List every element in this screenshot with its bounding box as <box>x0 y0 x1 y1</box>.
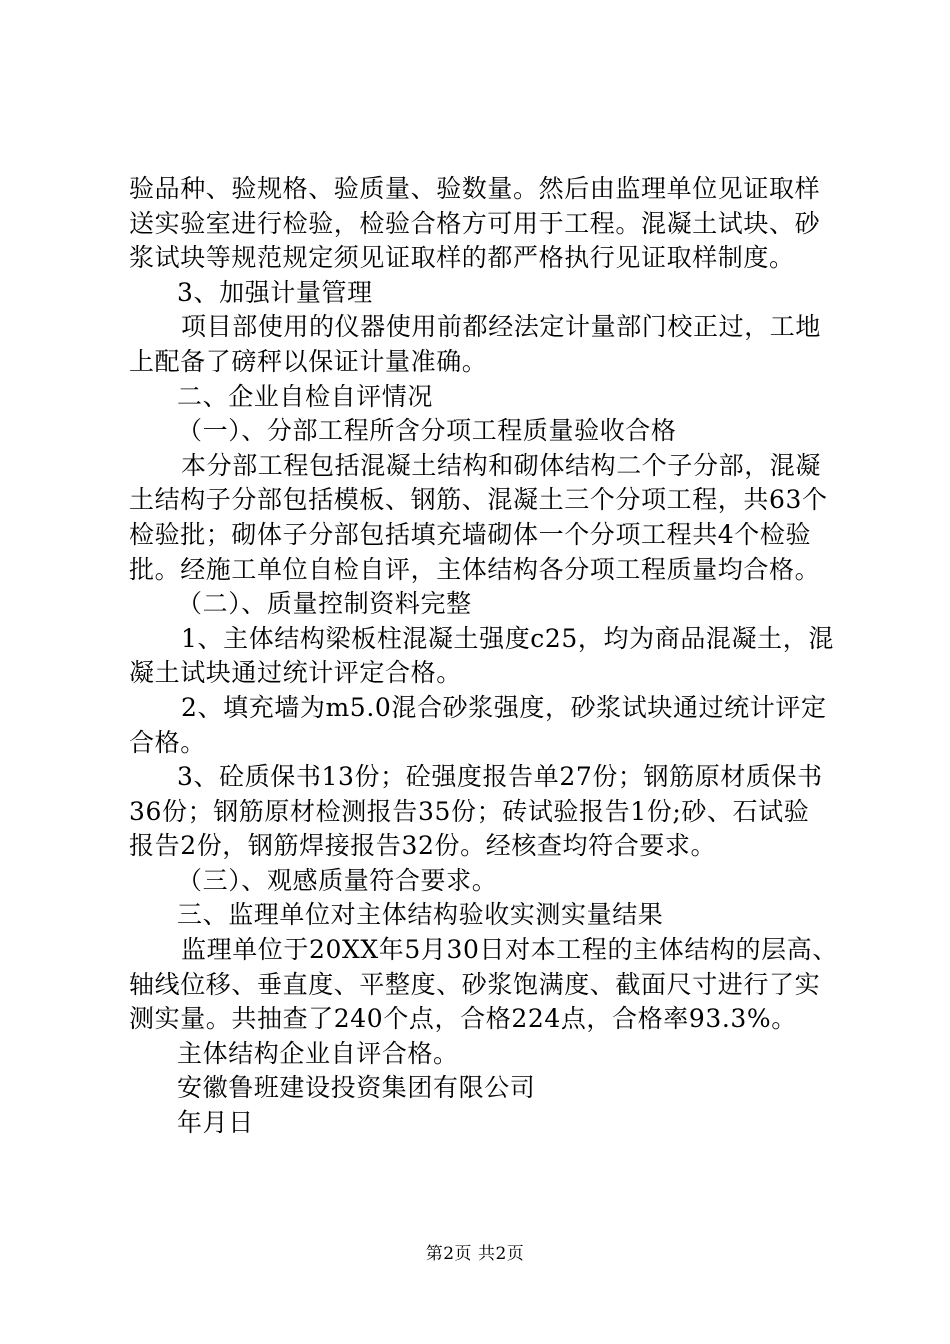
subsection-heading: （一）、分部工程所含分项工程质量验收合格 <box>177 416 677 446</box>
paragraph-line: 送实验室进行检验，检验合格方可用于工程。混凝土试块、砂 <box>129 208 821 238</box>
paragraph-line: 验品种、验规格、验质量、验数量。然后由监理单位见证取样 <box>129 174 821 203</box>
paragraph-line: 1、主体结构梁板柱混凝土强度c25，均为商品混凝土，混 <box>181 623 834 653</box>
paragraph-line: 本分部工程包括混凝土结构和砌体结构二个子分部，混凝 <box>181 450 822 480</box>
paragraph-line: 土结构子分部包括模板、钢筋、混凝土三个分项工程，共63个 <box>129 485 828 515</box>
subsection-heading: （三）、观感质量符合要求。 <box>177 865 498 895</box>
paragraph-line: 浆试块等规范规定须见证取样的都严格执行见证取样制度。 <box>129 243 795 273</box>
paragraph-line: 项目部使用的仪器使用前都经法定计量部门校正过，工地 <box>181 312 822 342</box>
company-name: 安徽鲁班建设投资集团有限公司 <box>177 1073 536 1103</box>
paragraph-line: 2、填充墙为m5.0混合砂浆强度，砂浆试块通过统计评定 <box>181 692 827 722</box>
paragraph-line: 测实量。共抽查了240个点，合格224点，合格率93.3%。 <box>129 1004 797 1034</box>
section-heading: 3、加强计量管理 <box>177 277 373 307</box>
page-footer: 第2页 共2页 <box>425 1244 525 1264</box>
paragraph-line: 3、砼质保书13份；砼强度报告单27份；钢筋原材质保书 <box>177 762 823 792</box>
paragraph-line: 报告2份，钢筋焊接报告32份。经核查均符合要求。 <box>129 831 717 861</box>
subsection-heading: （二）、质量控制资料完整 <box>177 589 472 619</box>
section-heading: 二、企业自检自评情况 <box>177 381 434 411</box>
paragraph-line: 轴线位移、垂直度、平整度、砂浆饱满度、截面尺寸进行了实 <box>129 969 821 999</box>
paragraph-line: 36份；钢筋原材检测报告35份；砖试验报告1份;砂、石试验 <box>129 796 810 826</box>
paragraph-line: 凝土试块通过统计评定合格。 <box>129 658 462 688</box>
paragraph-line: 批。经施工单位自检自评，主体结构各分项工程质量均合格。 <box>129 554 821 584</box>
date-line: 年月日 <box>177 1108 254 1138</box>
paragraph-line: 监理单位于20XX年5月30日对本工程的主体结构的层高、 <box>181 935 838 965</box>
paragraph-line: 上配备了磅秤以保证计量准确。 <box>129 346 488 376</box>
paragraph-line: 检验批；砌体子分部包括填充墙砌体一个分项工程共4个检验 <box>129 519 812 549</box>
document-body <box>129 172 838 1141</box>
conclusion-line: 主体结构企业自评合格。 <box>177 1038 459 1068</box>
section-heading: 三、监理单位对主体结构验收实测实量结果 <box>177 900 664 930</box>
paragraph-line: 合格。 <box>129 727 206 757</box>
